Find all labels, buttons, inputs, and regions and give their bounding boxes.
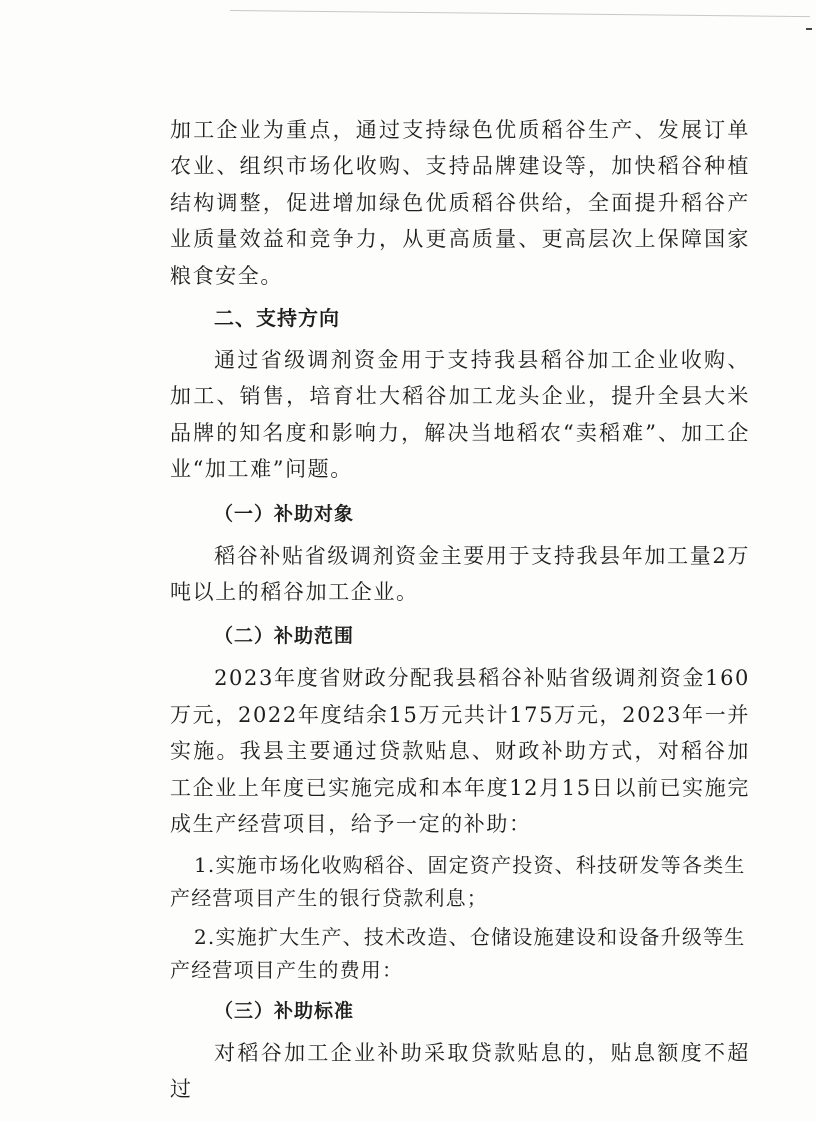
paragraph-intro-continued: 加工企业为重点，通过支持绿色优质稻谷生产、发展订单农业、组织市场化收购、支持品牌建设等，加快稻谷种植结构调整，促进增加绿色优质稻谷供给，全面提升稻谷产业质量效益和竞争力，从更高质量、更高层次上保障国家粮食安全。 xyxy=(170,118,750,288)
subheading-subsidy-scope: （二）补助范围 xyxy=(214,625,355,648)
paragraph-support-direction: 通过省级调剂资金用于支持我县稻谷加工企业收购、加工、销售，培育壮大稻谷加工龙头企业，提升全县大米品牌的知名度和影响力，解决当地稻农“卖稻难”、加工企业“加工难”问题。 xyxy=(170,348,750,482)
section-heading-support-direction: 二、支持方向 xyxy=(214,306,340,331)
subheading-subsidy-object: （一）补助对象 xyxy=(214,502,355,525)
subheading-subsidy-standard: （三）补助标准 xyxy=(214,999,355,1022)
scan-edge-line xyxy=(230,10,810,17)
paragraph-subsidy-object: 稻谷补贴省级调剂资金主要用于支持我县年加工量2万吨以上的稻谷加工企业。 xyxy=(170,543,750,605)
list-item-bank-loan-interest: 1.实施市场化收购稻谷、固定资产投资、科技研发等各类生产经营项目产生的银行贷款利息； xyxy=(170,852,746,910)
paragraph-subsidy-scope: 2023年度省财政分配我县稻谷补贴省级调剂资金160万元，2022年度结余15万元共计175万元，2023年一并实施。我县主要通过贷款贴息、财政补助方式，对稻谷加工企业上年度已实施完成和本年度12月15日以前已实施完成生产经营项目，给予一定的补助： xyxy=(170,666,750,837)
document-body xyxy=(170,112,750,1107)
list-item-production-costs: 2.实施扩大生产、技术改造、仓储设施建设和设备升级等生产经营项目产生的费用： xyxy=(170,924,746,982)
paragraph-subsidy-standard: 对稻谷加工企业补助采取贷款贴息的，贴息额度不超过 xyxy=(170,1040,750,1101)
scan-edge-mark xyxy=(806,28,812,30)
